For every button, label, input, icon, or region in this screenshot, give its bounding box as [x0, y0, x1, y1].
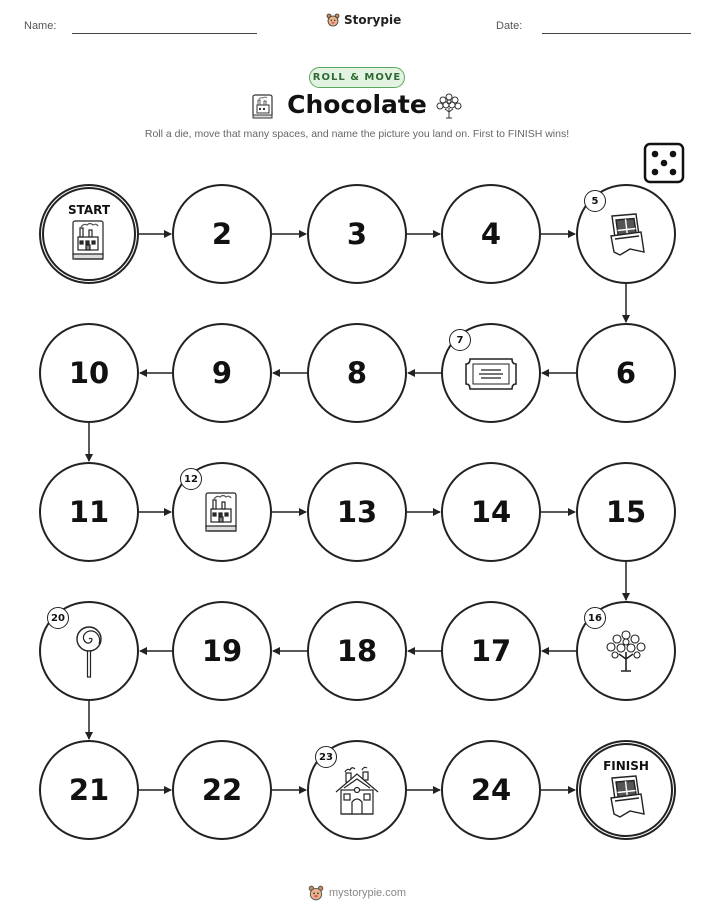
space-number: 18: [336, 634, 378, 668]
space-number: 24: [470, 773, 512, 807]
factory-book-icon: [202, 490, 242, 541]
candy-tree-icon: [603, 628, 649, 681]
board-space-11: [39, 462, 139, 562]
start-label: START: [67, 203, 111, 217]
space-number: 6: [615, 356, 637, 390]
bear-mascot-icon: [308, 885, 324, 901]
space-number: 8: [346, 356, 368, 390]
space-number: 9: [211, 356, 233, 390]
board-space-21: [39, 740, 139, 840]
board-space-14: [441, 462, 541, 562]
space-number-tag: 20: [47, 607, 69, 629]
board-space-9: [172, 323, 272, 423]
factory-book-icon: [69, 218, 109, 269]
golden-ticket-icon: [464, 355, 518, 398]
space-number: 11: [68, 495, 110, 529]
board-space-23: [307, 740, 407, 840]
brand-name: Storypie: [344, 13, 402, 27]
name-label: Name:: [24, 20, 57, 32]
space-number: 4: [480, 217, 502, 251]
board-space-6: [576, 323, 676, 423]
board-space-18: [307, 601, 407, 701]
board-space-2: [172, 184, 272, 284]
board-space-24: [441, 740, 541, 840]
board-space-8: [307, 323, 407, 423]
page-title: Chocolate: [287, 90, 427, 119]
board-space-12: [172, 462, 272, 562]
space-number: 2: [211, 217, 233, 251]
board-space-20: [39, 601, 139, 701]
space-number: 19: [201, 634, 243, 668]
space-number: 21: [68, 773, 110, 807]
board-space-25: [576, 740, 676, 840]
space-number: 14: [470, 495, 512, 529]
board-space-1: [39, 184, 139, 284]
space-number: 13: [336, 495, 378, 529]
board-space-19: [172, 601, 272, 701]
space-number: 17: [470, 634, 512, 668]
board-space-4: [441, 184, 541, 284]
finish-label: FINISH: [603, 759, 649, 773]
space-number-tag: 16: [584, 607, 606, 629]
space-number: 15: [605, 495, 647, 529]
board-space-22: [172, 740, 272, 840]
chocolate-bar-icon: [606, 212, 646, 263]
chocolate-bar-icon: [606, 774, 646, 825]
candy-house-icon: [332, 764, 382, 823]
space-number-tag: 12: [180, 468, 202, 490]
board-space-3: [307, 184, 407, 284]
board-space-16: [576, 601, 676, 701]
space-number: 22: [201, 773, 243, 807]
space-number: 10: [68, 356, 110, 390]
space-number-tag: 23: [315, 746, 337, 768]
board-space-5: [576, 184, 676, 284]
space-number: 3: [346, 217, 368, 251]
instructions-text: Roll a die, move that many spaces, and name the picture you land on. First to FINISH wins!: [144, 128, 570, 140]
board-space-13: [307, 462, 407, 562]
footer-url[interactable]: mystorypie.com: [328, 887, 407, 899]
board-space-10: [39, 323, 139, 423]
board-space-15: [576, 462, 676, 562]
space-number-tag: 5: [584, 190, 606, 212]
game-type-badge: ROLL & MOVE: [309, 67, 405, 88]
footer: [0, 885, 714, 901]
space-number-tag: 7: [449, 329, 471, 351]
board-space-17: [441, 601, 541, 701]
lollipop-icon: [72, 624, 106, 685]
date-label: Date:: [496, 20, 523, 32]
board-space-7: [441, 323, 541, 423]
